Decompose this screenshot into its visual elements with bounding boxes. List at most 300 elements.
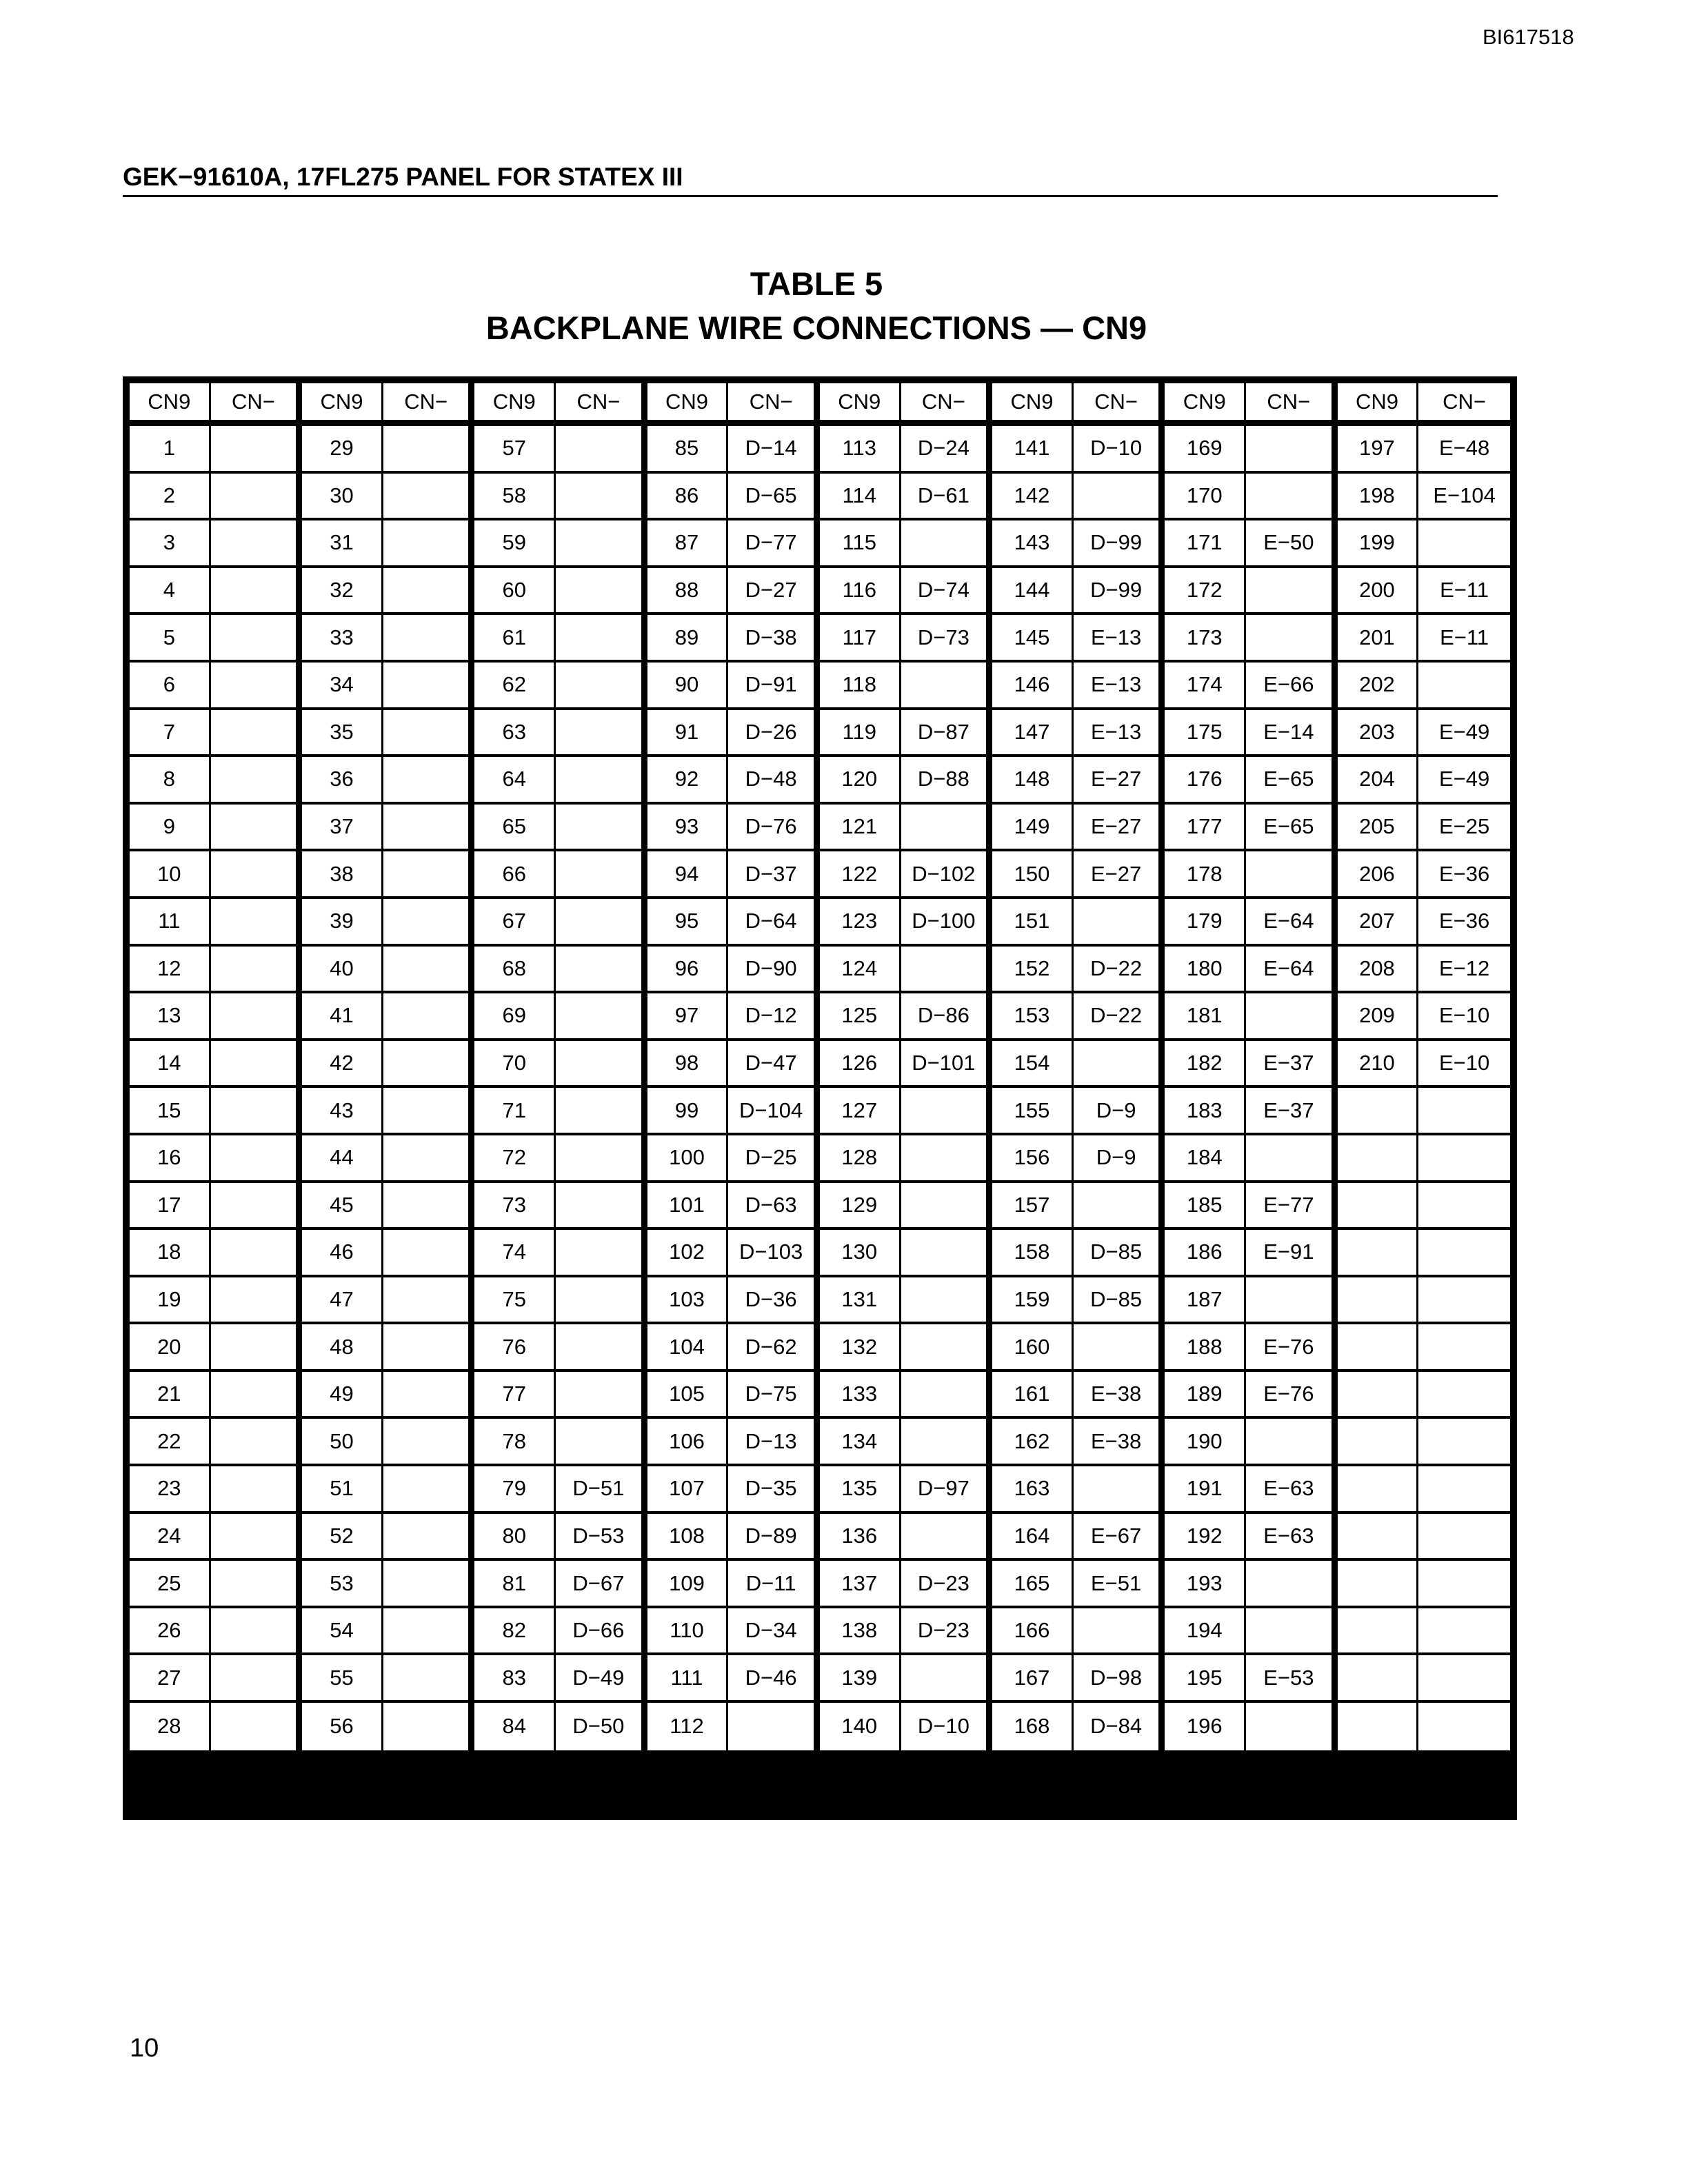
cn9-pin-cell: 202 <box>1338 663 1419 710</box>
cn9-pin-cell: 60 <box>474 568 556 616</box>
cn9-pin-cell: 128 <box>820 1135 901 1183</box>
cn9-pin-cell: 173 <box>1165 615 1246 663</box>
cn9-pin-cell: 131 <box>820 1277 901 1325</box>
connection-cell: E−76 <box>1246 1372 1338 1419</box>
cn9-pin-cell: 23 <box>130 1466 211 1514</box>
cn9-pin-cell: 144 <box>992 568 1074 616</box>
cn9-pin-cell: 69 <box>474 993 556 1041</box>
connection-cell: E−37 <box>1246 1088 1338 1135</box>
column-header: CN9 <box>1338 383 1419 426</box>
connection-cell <box>901 1183 993 1231</box>
cn9-pin-cell: 37 <box>302 805 383 852</box>
connection-cell <box>1074 1324 1165 1372</box>
column-header: CN− <box>383 383 475 426</box>
connection-cell: D−9 <box>1074 1088 1165 1135</box>
connection-cell <box>383 663 475 710</box>
connection-cell: D−90 <box>728 947 820 994</box>
connection-cell <box>383 1419 475 1466</box>
connection-cell <box>211 615 303 663</box>
cn9-pin-cell: 147 <box>992 710 1074 758</box>
cn9-pin-cell: 101 <box>647 1183 729 1231</box>
cn9-pin-cell: 208 <box>1338 947 1419 994</box>
column-header: CN9 <box>647 383 729 426</box>
connection-cell <box>556 993 647 1041</box>
cn9-pin-cell: 46 <box>302 1230 383 1277</box>
connection-cell <box>383 805 475 852</box>
cn9-pin-cell: 187 <box>1165 1277 1246 1325</box>
connection-cell <box>556 710 647 758</box>
cn9-pin-cell: 34 <box>302 663 383 710</box>
cn9-pin-cell: 111 <box>647 1655 729 1703</box>
cn9-pin-cell: 109 <box>647 1561 729 1608</box>
cn9-pin-cell <box>1338 1088 1419 1135</box>
cn9-pin-cell: 203 <box>1338 710 1419 758</box>
cn9-pin-cell: 183 <box>1165 1088 1246 1135</box>
column-header: CN− <box>211 383 303 426</box>
connection-cell <box>556 757 647 805</box>
connection-cell: D−77 <box>728 520 820 568</box>
column-header: CN− <box>1246 383 1338 426</box>
cn9-pin-cell: 175 <box>1165 710 1246 758</box>
cn9-pin-cell: 125 <box>820 993 901 1041</box>
connection-cell: E−77 <box>1246 1183 1338 1231</box>
connection-cell: D−62 <box>728 1324 820 1372</box>
connection-cell: D−99 <box>1074 568 1165 616</box>
connection-cell: D−65 <box>728 474 820 521</box>
connection-cell: E−50 <box>1246 520 1338 568</box>
connection-cell <box>901 1230 993 1277</box>
connection-cell: D−103 <box>728 1230 820 1277</box>
connection-cell: D−74 <box>901 568 993 616</box>
connection-cell <box>1418 1277 1510 1325</box>
cn9-pin-cell: 129 <box>820 1183 901 1231</box>
cn9-pin-cell: 99 <box>647 1088 729 1135</box>
connection-cell <box>1418 1183 1510 1231</box>
connection-cell <box>901 805 993 852</box>
cn9-pin-cell: 163 <box>992 1466 1074 1514</box>
cn9-pin-cell: 177 <box>1165 805 1246 852</box>
cn9-pin-cell: 85 <box>647 426 729 474</box>
cn9-pin-cell: 11 <box>130 899 211 947</box>
cn9-pin-cell: 64 <box>474 757 556 805</box>
connection-cell: E−63 <box>1246 1514 1338 1561</box>
connection-cell <box>1418 1135 1510 1183</box>
cn9-pin-cell: 161 <box>992 1372 1074 1419</box>
connection-cell <box>1246 568 1338 616</box>
cn9-pin-cell: 62 <box>474 663 556 710</box>
cn9-pin-cell: 30 <box>302 474 383 521</box>
cn9-pin-cell: 110 <box>647 1608 729 1656</box>
cn9-pin-cell: 170 <box>1165 474 1246 521</box>
cn9-pin-cell: 84 <box>474 1703 556 1750</box>
cn9-pin-cell: 148 <box>992 757 1074 805</box>
connection-cell: D−37 <box>728 851 820 899</box>
connection-cell <box>383 1655 475 1703</box>
connection-cell <box>211 899 303 947</box>
cn9-pin-cell: 123 <box>820 899 901 947</box>
connection-cell <box>211 1608 303 1656</box>
connection-cell <box>211 520 303 568</box>
connection-cell <box>211 1703 303 1750</box>
cn9-pin-cell: 73 <box>474 1183 556 1231</box>
table-title-line-1: TABLE 5 <box>750 265 883 302</box>
cn9-pin-cell: 40 <box>302 947 383 994</box>
connection-cell: E−11 <box>1418 615 1510 663</box>
cn9-pin-cell: 166 <box>992 1608 1074 1656</box>
connection-cell <box>211 993 303 1041</box>
connection-cell <box>1418 1419 1510 1466</box>
cn9-pin-cell: 35 <box>302 710 383 758</box>
cn9-pin-cell: 42 <box>302 1041 383 1089</box>
connection-cell <box>556 947 647 994</box>
cn9-pin-cell: 106 <box>647 1419 729 1466</box>
connection-cell: E−10 <box>1418 1041 1510 1089</box>
connection-cell: D−34 <box>728 1608 820 1656</box>
connection-cell <box>383 520 475 568</box>
cn9-pin-cell: 160 <box>992 1324 1074 1372</box>
connection-cell: D−61 <box>901 474 993 521</box>
connection-cell <box>383 1230 475 1277</box>
cn9-pin-cell: 56 <box>302 1703 383 1750</box>
cn9-pin-cell: 164 <box>992 1514 1074 1561</box>
connection-cell <box>383 1561 475 1608</box>
cn9-pin-cell: 143 <box>992 520 1074 568</box>
connection-cell <box>211 1324 303 1372</box>
connection-cell <box>1418 520 1510 568</box>
cn9-pin-cell: 6 <box>130 663 211 710</box>
connection-cell: D−99 <box>1074 520 1165 568</box>
cn9-pin-cell: 194 <box>1165 1608 1246 1656</box>
cn9-pin-cell: 137 <box>820 1561 901 1608</box>
cn9-pin-cell: 71 <box>474 1088 556 1135</box>
connection-cell: E−38 <box>1074 1372 1165 1419</box>
connection-cell <box>728 1703 820 1750</box>
document-id: BI617518 <box>1483 25 1574 49</box>
cn9-pin-cell: 142 <box>992 474 1074 521</box>
connection-cell: D−76 <box>728 805 820 852</box>
cn9-pin-cell: 5 <box>130 615 211 663</box>
connection-cell: D−98 <box>1074 1655 1165 1703</box>
cn9-pin-cell: 184 <box>1165 1135 1246 1183</box>
cn9-pin-cell: 103 <box>647 1277 729 1325</box>
connection-cell: D−73 <box>901 615 993 663</box>
connection-cell: E−65 <box>1246 757 1338 805</box>
cn9-pin-cell: 159 <box>992 1277 1074 1325</box>
connection-cell <box>1418 1088 1510 1135</box>
cn9-pin-cell: 95 <box>647 899 729 947</box>
connection-cell: D−12 <box>728 993 820 1041</box>
connections-table <box>123 376 1517 1820</box>
connection-cell <box>556 568 647 616</box>
cn9-pin-cell: 167 <box>992 1655 1074 1703</box>
cn9-pin-cell: 66 <box>474 851 556 899</box>
cn9-pin-cell: 118 <box>820 663 901 710</box>
connection-cell <box>1418 1561 1510 1608</box>
connection-cell <box>211 1514 303 1561</box>
cn9-pin-cell: 75 <box>474 1277 556 1325</box>
cn9-pin-cell: 121 <box>820 805 901 852</box>
cn9-pin-cell: 25 <box>130 1561 211 1608</box>
connection-cell <box>1418 1324 1510 1372</box>
header-rule <box>123 195 1498 197</box>
cn9-pin-cell: 19 <box>130 1277 211 1325</box>
cn9-pin-cell: 79 <box>474 1466 556 1514</box>
cn9-pin-cell: 17 <box>130 1183 211 1231</box>
cn9-pin-cell: 27 <box>130 1655 211 1703</box>
connection-cell: E−49 <box>1418 710 1510 758</box>
connection-cell: D−91 <box>728 663 820 710</box>
cn9-pin-cell: 108 <box>647 1514 729 1561</box>
connection-cell <box>1418 1655 1510 1703</box>
connection-cell: E−64 <box>1246 947 1338 994</box>
connection-cell: D−89 <box>728 1514 820 1561</box>
connection-cell: D−22 <box>1074 993 1165 1041</box>
connection-cell <box>383 757 475 805</box>
cn9-pin-cell: 155 <box>992 1088 1074 1135</box>
cn9-pin-cell: 193 <box>1165 1561 1246 1608</box>
connection-cell: E−13 <box>1074 615 1165 663</box>
connection-cell: E−27 <box>1074 805 1165 852</box>
connection-cell: D−10 <box>1074 426 1165 474</box>
cn9-pin-cell <box>1338 1372 1419 1419</box>
cn9-pin-cell: 96 <box>647 947 729 994</box>
connection-cell: D−51 <box>556 1466 647 1514</box>
connection-cell <box>556 1041 647 1089</box>
column-header: CN− <box>728 383 820 426</box>
cn9-pin-cell: 43 <box>302 1088 383 1135</box>
cn9-pin-cell: 149 <box>992 805 1074 852</box>
cn9-pin-cell: 171 <box>1165 520 1246 568</box>
cn9-pin-cell: 67 <box>474 899 556 947</box>
cn9-pin-cell: 18 <box>130 1230 211 1277</box>
connection-cell: E−76 <box>1246 1324 1338 1372</box>
cn9-pin-cell: 45 <box>302 1183 383 1231</box>
connection-cell <box>556 1419 647 1466</box>
connection-cell <box>556 899 647 947</box>
cn9-pin-cell: 114 <box>820 474 901 521</box>
connection-cell: E−67 <box>1074 1514 1165 1561</box>
connection-cell: E−36 <box>1418 851 1510 899</box>
cn9-pin-cell: 63 <box>474 710 556 758</box>
cn9-pin-cell: 132 <box>820 1324 901 1372</box>
connection-cell <box>1246 993 1338 1041</box>
connection-cell <box>211 1277 303 1325</box>
cn9-pin-cell: 55 <box>302 1655 383 1703</box>
cn9-pin-cell: 70 <box>474 1041 556 1089</box>
connection-cell <box>211 1230 303 1277</box>
cn9-pin-cell: 140 <box>820 1703 901 1750</box>
cn9-pin-cell: 153 <box>992 993 1074 1041</box>
cn9-pin-cell: 116 <box>820 568 901 616</box>
connection-cell <box>1418 1372 1510 1419</box>
cn9-pin-cell: 22 <box>130 1419 211 1466</box>
connection-cell: D−9 <box>1074 1135 1165 1183</box>
cn9-pin-cell: 165 <box>992 1561 1074 1608</box>
connection-cell <box>556 1324 647 1372</box>
connection-cell: D−102 <box>901 851 993 899</box>
cn9-pin-cell: 90 <box>647 663 729 710</box>
connection-cell <box>211 1088 303 1135</box>
cn9-pin-cell: 97 <box>647 993 729 1041</box>
cn9-pin-cell: 204 <box>1338 757 1419 805</box>
cn9-pin-cell: 94 <box>647 851 729 899</box>
connection-cell <box>211 474 303 521</box>
connection-cell: E−37 <box>1246 1041 1338 1089</box>
connection-cell: D−48 <box>728 757 820 805</box>
connection-cell: D−64 <box>728 899 820 947</box>
cn9-pin-cell: 107 <box>647 1466 729 1514</box>
connection-cell <box>901 1419 993 1466</box>
cn9-pin-cell: 50 <box>302 1419 383 1466</box>
connection-cell: D−85 <box>1074 1230 1165 1277</box>
cn9-pin-cell: 87 <box>647 520 729 568</box>
cn9-pin-cell <box>1338 1703 1419 1750</box>
cn9-pin-cell: 169 <box>1165 426 1246 474</box>
cn9-pin-cell: 102 <box>647 1230 729 1277</box>
cn9-pin-cell: 150 <box>992 851 1074 899</box>
connection-cell: D−23 <box>901 1561 993 1608</box>
cn9-pin-cell: 192 <box>1165 1514 1246 1561</box>
connection-cell <box>1246 1419 1338 1466</box>
cn9-pin-cell: 198 <box>1338 474 1419 521</box>
connection-cell <box>383 851 475 899</box>
cn9-pin-cell: 49 <box>302 1372 383 1419</box>
column-header: CN9 <box>992 383 1074 426</box>
connection-cell <box>211 1183 303 1231</box>
cn9-pin-cell <box>1338 1230 1419 1277</box>
connection-cell <box>1418 663 1510 710</box>
cn9-pin-cell: 48 <box>302 1324 383 1372</box>
cn9-pin-cell: 119 <box>820 710 901 758</box>
cn9-pin-cell: 179 <box>1165 899 1246 947</box>
connection-cell <box>211 1041 303 1089</box>
connection-cell <box>211 710 303 758</box>
connection-cell <box>1246 1277 1338 1325</box>
cn9-pin-cell <box>1338 1277 1419 1325</box>
connection-cell <box>556 1088 647 1135</box>
connection-cell: D−27 <box>728 568 820 616</box>
connection-cell <box>383 947 475 994</box>
connection-cell: E−51 <box>1074 1561 1165 1608</box>
cn9-pin-cell: 168 <box>992 1703 1074 1750</box>
connection-cell <box>901 1655 993 1703</box>
connection-cell: E−53 <box>1246 1655 1338 1703</box>
cn9-pin-cell: 20 <box>130 1324 211 1372</box>
document-header-title: GEK−91610A, 17FL275 PANEL FOR STATEX III <box>123 163 683 191</box>
connection-cell: D−14 <box>728 426 820 474</box>
connection-cell <box>383 1135 475 1183</box>
connection-cell <box>901 663 993 710</box>
connection-cell <box>1418 1608 1510 1656</box>
cn9-pin-cell: 124 <box>820 947 901 994</box>
cn9-pin-cell: 33 <box>302 615 383 663</box>
cn9-pin-cell: 10 <box>130 851 211 899</box>
connection-cell: D−22 <box>1074 947 1165 994</box>
connection-cell: D−85 <box>1074 1277 1165 1325</box>
connection-cell <box>383 1703 475 1750</box>
cn9-pin-cell: 200 <box>1338 568 1419 616</box>
column-header: CN− <box>556 383 647 426</box>
connection-cell <box>1074 474 1165 521</box>
column-header: CN9 <box>130 383 211 426</box>
cn9-pin-cell: 151 <box>992 899 1074 947</box>
cn9-pin-cell: 180 <box>1165 947 1246 994</box>
connection-cell: E−14 <box>1246 710 1338 758</box>
connection-cell <box>383 1608 475 1656</box>
cn9-pin-cell: 191 <box>1165 1466 1246 1514</box>
cn9-pin-cell: 58 <box>474 474 556 521</box>
cn9-pin-cell: 77 <box>474 1372 556 1419</box>
cn9-pin-cell: 117 <box>820 615 901 663</box>
connection-cell <box>211 1466 303 1514</box>
connection-cell <box>901 1277 993 1325</box>
cn9-pin-cell: 82 <box>474 1608 556 1656</box>
connection-cell: E−65 <box>1246 805 1338 852</box>
connection-cell <box>1246 851 1338 899</box>
connection-cell <box>211 568 303 616</box>
cn9-pin-cell: 134 <box>820 1419 901 1466</box>
connection-cell <box>556 474 647 521</box>
cn9-pin-cell: 162 <box>992 1419 1074 1466</box>
connection-cell <box>383 615 475 663</box>
connection-cell: D−50 <box>556 1703 647 1750</box>
column-header: CN− <box>1418 383 1510 426</box>
connection-cell: D−11 <box>728 1561 820 1608</box>
cn9-pin-cell: 122 <box>820 851 901 899</box>
connection-cell <box>1418 1230 1510 1277</box>
connections-grid <box>130 383 1510 1813</box>
cn9-pin-cell: 78 <box>474 1419 556 1466</box>
connection-cell <box>1074 1183 1165 1231</box>
cn9-pin-cell: 91 <box>647 710 729 758</box>
cn9-pin-cell: 146 <box>992 663 1074 710</box>
connection-cell: E−27 <box>1074 851 1165 899</box>
cn9-pin-cell: 47 <box>302 1277 383 1325</box>
cn9-pin-cell: 133 <box>820 1372 901 1419</box>
connection-cell <box>211 1372 303 1419</box>
connection-cell: E−13 <box>1074 663 1165 710</box>
connection-cell <box>901 1088 993 1135</box>
cn9-pin-cell: 36 <box>302 757 383 805</box>
connection-cell <box>1418 1514 1510 1561</box>
cn9-pin-cell: 68 <box>474 947 556 994</box>
connection-cell: D−100 <box>901 899 993 947</box>
cn9-pin-cell: 51 <box>302 1466 383 1514</box>
connection-cell: E−64 <box>1246 899 1338 947</box>
connection-cell <box>556 520 647 568</box>
page-number: 10 <box>130 2034 159 2063</box>
connection-cell <box>211 1561 303 1608</box>
connection-cell <box>383 1324 475 1372</box>
cn9-pin-cell: 24 <box>130 1514 211 1561</box>
connection-cell <box>1074 1466 1165 1514</box>
connection-cell: D−10 <box>901 1703 993 1750</box>
cn9-pin-cell: 120 <box>820 757 901 805</box>
cn9-pin-cell: 3 <box>130 520 211 568</box>
cn9-pin-cell: 113 <box>820 426 901 474</box>
connection-cell <box>383 1514 475 1561</box>
connection-cell <box>211 851 303 899</box>
cn9-pin-cell: 12 <box>130 947 211 994</box>
cn9-pin-cell: 206 <box>1338 851 1419 899</box>
column-header: CN− <box>901 383 993 426</box>
cn9-pin-cell: 130 <box>820 1230 901 1277</box>
connection-cell: D−25 <box>728 1135 820 1183</box>
cn9-pin-cell: 127 <box>820 1088 901 1135</box>
cn9-pin-cell: 157 <box>992 1183 1074 1231</box>
connection-cell: E−49 <box>1418 757 1510 805</box>
cn9-pin-cell: 207 <box>1338 899 1419 947</box>
